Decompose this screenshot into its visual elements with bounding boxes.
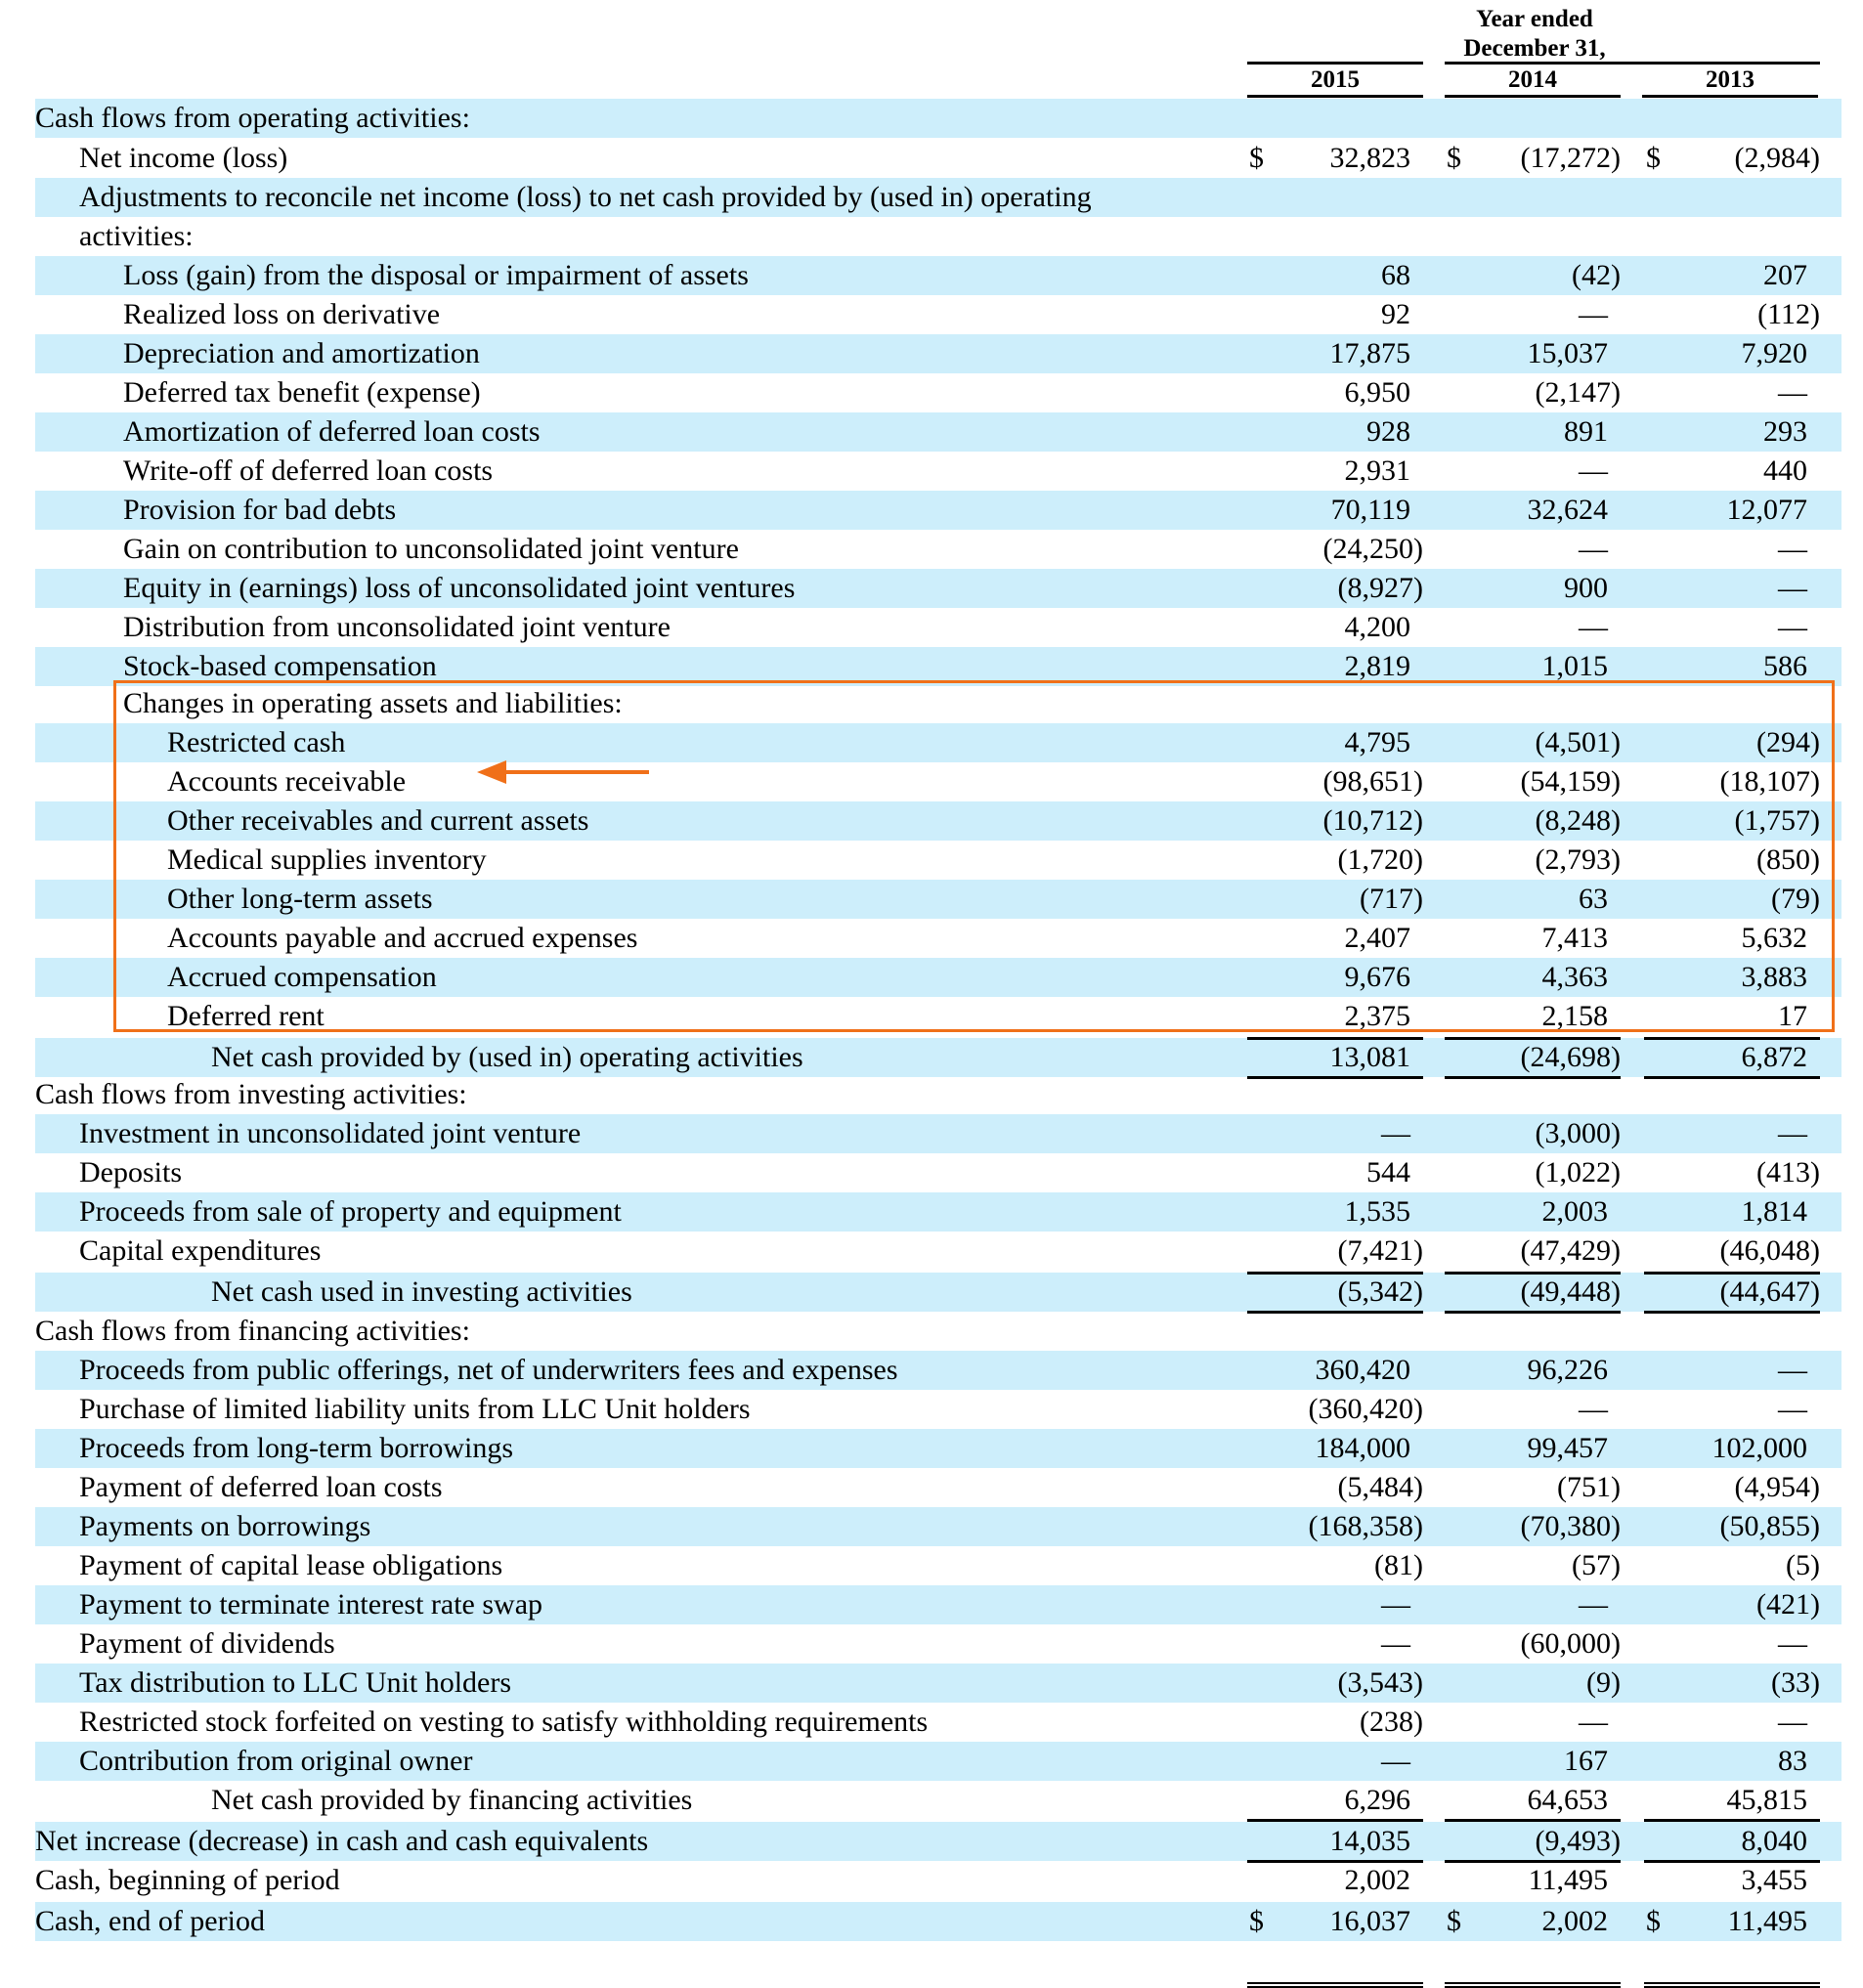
value-cell-2014: 167 — [1564, 1745, 1608, 1777]
value-cell-2014 — [1445, 1312, 1608, 1351]
value-cell-2015: (238) — [1360, 1706, 1423, 1738]
table-row — [35, 295, 1841, 334]
value-cell-2013: (421) — [1756, 1588, 1820, 1621]
value-cell-2015: 2,407 — [1344, 922, 1410, 954]
row-label: Net increase (decrease) in cash and cash equivalents — [35, 1825, 649, 1857]
value-cell-2014: 7,413 — [1541, 922, 1608, 954]
value-cell-2015: 360,420 — [1315, 1354, 1410, 1386]
total-rule — [1445, 1272, 1621, 1275]
value-cell-2013: (4,954) — [1734, 1471, 1820, 1503]
value-cell-2013: — — [1778, 1627, 1807, 1660]
table-row — [35, 1114, 1841, 1153]
value-cell-2014: (24,698) — [1520, 1041, 1621, 1073]
table-row — [35, 452, 1841, 491]
table-row — [35, 1232, 1841, 1271]
value-cell-2014: (2,793) — [1535, 843, 1621, 876]
value-cell-2014: (70,380) — [1520, 1510, 1621, 1542]
total-rule — [1644, 1819, 1820, 1822]
row-label: Cash flows from financing activities: — [35, 1315, 470, 1347]
total-rule — [1247, 1982, 1423, 1984]
value-cell-2015 — [1247, 1075, 1410, 1114]
value-cell-2013 — [1644, 1312, 1807, 1351]
value-cell-2013: (50,855) — [1719, 1510, 1820, 1542]
row-label: Proceeds from sale of property and equipment — [79, 1195, 622, 1228]
row-label: Investment in unconsolidated joint venture — [79, 1117, 582, 1149]
table-row — [35, 1507, 1841, 1546]
table-row — [35, 1703, 1841, 1742]
value-cell-2013: 83 — [1778, 1745, 1807, 1777]
year-underline-2013 — [1642, 95, 1818, 98]
year-header-2014: 2014 — [1508, 66, 1557, 93]
total-rule — [1644, 1272, 1820, 1275]
table-row — [35, 178, 1841, 217]
table-row — [35, 217, 1841, 256]
value-cell-2014: — — [1579, 1393, 1608, 1425]
value-cell-2013: (850) — [1756, 843, 1820, 876]
value-cell-2015: 68 — [1381, 259, 1410, 291]
total-rule — [1644, 1076, 1820, 1079]
currency-symbol: $ — [1646, 1905, 1661, 1937]
value-cell-2013: — — [1778, 572, 1807, 604]
row-label: Net cash provided by (used in) operating activities — [211, 1041, 803, 1073]
value-cell-2015: (98,651) — [1322, 765, 1423, 798]
value-cell-2013: 1,814 — [1741, 1195, 1807, 1228]
value-cell-2014: (49,448) — [1520, 1275, 1621, 1308]
value-cell-2015: 4,200 — [1344, 611, 1410, 643]
value-cell-2014: 32,624 — [1527, 494, 1608, 526]
row-label: Cash, end of period — [35, 1905, 265, 1937]
table-row — [35, 1781, 1841, 1820]
row-label: Other long-term assets — [167, 883, 433, 915]
value-cell-2013 — [1644, 1075, 1807, 1114]
value-cell-2015: 70,119 — [1330, 494, 1410, 526]
value-cell-2015: (717) — [1360, 883, 1423, 915]
row-label: Purchase of limited liability units from LLC Unit holders — [79, 1393, 751, 1425]
value-cell-2013: (2,984) — [1734, 142, 1820, 174]
value-cell-2015: (10,712) — [1322, 804, 1423, 837]
row-label: Adjustments to reconcile net income (loss) to net cash provided by (used in) operating — [79, 181, 1092, 213]
value-cell-2014 — [1445, 217, 1608, 256]
value-cell-2015: 4,795 — [1344, 726, 1410, 758]
value-cell-2014: — — [1579, 1588, 1608, 1621]
value-cell-2015: (81) — [1374, 1549, 1423, 1581]
value-cell-2015: 1,535 — [1344, 1195, 1410, 1228]
value-cell-2013: 293 — [1763, 415, 1807, 448]
value-cell-2014: (42) — [1572, 259, 1621, 291]
value-cell-2015 — [1247, 1312, 1410, 1351]
value-cell-2015: 17,875 — [1329, 337, 1410, 369]
value-cell-2015: 2,931 — [1344, 454, 1410, 487]
value-cell-2014: (17,272) — [1520, 142, 1621, 174]
year-header-2013: 2013 — [1706, 66, 1755, 93]
table-row — [35, 1742, 1841, 1781]
total-rule — [1247, 1272, 1423, 1275]
value-cell-2013: — — [1778, 376, 1807, 409]
value-cell-2014 — [1445, 178, 1608, 217]
total-rule — [1445, 1037, 1621, 1040]
value-cell-2013: (413) — [1756, 1156, 1820, 1188]
value-cell-2015: (7,421) — [1337, 1234, 1423, 1267]
value-cell-2013: 11,495 — [1727, 1905, 1807, 1937]
value-cell-2014: (9) — [1586, 1666, 1621, 1699]
currency-symbol: $ — [1249, 142, 1264, 174]
value-cell-2014: 2,158 — [1541, 1000, 1608, 1032]
value-cell-2015: (1,720) — [1337, 843, 1423, 876]
row-label: Net income (loss) — [79, 142, 288, 174]
row-label: Loss (gain) from the disposal or impairment of assets — [123, 259, 749, 291]
value-cell-2015: — — [1381, 1117, 1410, 1149]
table-row — [35, 530, 1841, 569]
row-label: Deferred rent — [167, 1000, 325, 1032]
value-cell-2014: 2,003 — [1541, 1195, 1608, 1228]
value-cell-2013: 207 — [1763, 259, 1807, 291]
currency-symbol: $ — [1646, 142, 1661, 174]
value-cell-2015 — [1247, 99, 1410, 138]
changes-highlight-box — [113, 680, 1835, 1032]
value-cell-2015: 9,676 — [1344, 961, 1410, 993]
value-cell-2014: 4,363 — [1541, 961, 1608, 993]
value-cell-2015: (360,420) — [1308, 1393, 1423, 1425]
value-cell-2014: (54,159) — [1520, 765, 1621, 798]
row-label: Payments on borrowings — [79, 1510, 371, 1542]
value-cell-2015: (8,927) — [1337, 572, 1423, 604]
table-row — [35, 99, 1841, 138]
table-row — [35, 1075, 1841, 1114]
row-label: activities: — [79, 220, 194, 252]
table-row — [35, 491, 1841, 530]
value-cell-2015: 544 — [1366, 1156, 1410, 1188]
row-label: Deferred tax benefit (expense) — [123, 376, 481, 409]
year-header-2015: 2015 — [1311, 66, 1360, 93]
row-label: Proceeds from long-term borrowings — [79, 1432, 514, 1464]
period-header-rule — [1445, 62, 1820, 65]
value-cell-2014: (751) — [1557, 1471, 1621, 1503]
value-cell-2013: — — [1778, 1354, 1807, 1386]
table-row — [35, 1390, 1841, 1429]
value-cell-2013: 440 — [1763, 454, 1807, 487]
table-row — [35, 139, 1841, 178]
row-label: Net cash used in investing activities — [211, 1275, 632, 1308]
value-cell-2014: — — [1579, 1706, 1608, 1738]
value-cell-2013: — — [1778, 1393, 1807, 1425]
row-label: Proceeds from public offerings, net of underwriters fees and expenses — [79, 1354, 898, 1386]
value-cell-2014: — — [1579, 533, 1608, 565]
value-cell-2014: 96,226 — [1527, 1354, 1608, 1386]
table-row — [35, 1429, 1841, 1468]
value-cell-2013: — — [1778, 1706, 1807, 1738]
value-cell-2013: 8,040 — [1741, 1825, 1807, 1857]
table-row — [35, 412, 1841, 452]
total-rule — [1644, 1037, 1820, 1040]
period-header-line2: December 31, — [1463, 35, 1606, 62]
value-cell-2013: (1,757) — [1734, 804, 1820, 837]
table-row — [35, 1546, 1841, 1585]
row-label: Cash flows from investing activities: — [35, 1078, 467, 1110]
value-cell-2014: (8,248) — [1535, 804, 1621, 837]
total-rule — [1445, 1311, 1621, 1314]
row-label: Accounts receivable — [167, 765, 407, 798]
table-row — [35, 1153, 1841, 1192]
value-cell-2014: (1,022) — [1535, 1156, 1621, 1188]
row-label: Realized loss on derivative — [123, 298, 441, 330]
value-cell-2015 — [1247, 217, 1410, 256]
value-cell-2014: 1,015 — [1541, 650, 1608, 682]
table-row — [35, 1038, 1841, 1077]
row-label: Restricted stock forfeited on vesting to satisfy withholding requirements — [79, 1706, 929, 1738]
currency-symbol: $ — [1447, 1905, 1461, 1937]
table-row — [35, 1822, 1841, 1861]
row-label: Payment of deferred loan costs — [79, 1471, 443, 1503]
period-header-line1: Year ended — [1476, 6, 1593, 32]
table-row — [35, 1585, 1841, 1624]
value-cell-2013: (5) — [1786, 1549, 1820, 1581]
row-label: Other receivables and current assets — [167, 804, 589, 837]
value-cell-2014: 11,495 — [1528, 1864, 1608, 1896]
value-cell-2014: 2,002 — [1541, 1905, 1608, 1937]
currency-symbol: $ — [1249, 1905, 1264, 1937]
value-cell-2014: — — [1579, 611, 1608, 643]
value-cell-2013: 102,000 — [1711, 1432, 1807, 1464]
total-rule — [1445, 1860, 1621, 1863]
value-cell-2013: — — [1778, 1117, 1807, 1149]
value-cell-2013: 7,920 — [1741, 337, 1807, 369]
row-label: Cash, beginning of period — [35, 1864, 340, 1896]
table-row — [35, 334, 1841, 373]
total-rule — [1247, 1860, 1423, 1863]
row-label: Payment of capital lease obligations — [79, 1549, 503, 1581]
row-label: Contribution from original owner — [79, 1745, 473, 1777]
value-cell-2015 — [1247, 178, 1410, 217]
value-cell-2015: — — [1381, 1588, 1410, 1621]
value-cell-2013: 3,883 — [1741, 961, 1807, 993]
value-cell-2015: 6,950 — [1344, 376, 1410, 409]
row-label: Distribution from unconsolidated joint venture — [123, 611, 671, 643]
total-rule — [1445, 1819, 1621, 1822]
row-label: Tax distribution to LLC Unit holders — [79, 1666, 512, 1699]
row-label: Net cash provided by financing activities — [211, 1784, 693, 1816]
value-cell-2015: 2,002 — [1344, 1864, 1410, 1896]
table-row — [35, 608, 1841, 647]
table-row — [35, 1273, 1841, 1312]
value-cell-2015: — — [1381, 1745, 1410, 1777]
currency-symbol: $ — [1447, 142, 1461, 174]
value-cell-2014: (57) — [1572, 1549, 1621, 1581]
value-cell-2013: — — [1778, 611, 1807, 643]
row-label: Payment to terminate interest rate swap — [79, 1588, 543, 1621]
left-arrow-icon — [477, 757, 653, 787]
row-label: Equity in (earnings) loss of unconsolidated joint ventures — [123, 572, 796, 604]
value-cell-2015: — — [1381, 1627, 1410, 1660]
table-row — [35, 373, 1841, 412]
row-label: Restricted cash — [167, 726, 346, 758]
value-cell-2013: 17 — [1778, 1000, 1807, 1032]
value-cell-2014: 99,457 — [1527, 1432, 1608, 1464]
value-cell-2014: (60,000) — [1520, 1627, 1621, 1660]
row-label: Depreciation and amortization — [123, 337, 480, 369]
value-cell-2015: (3,543) — [1337, 1666, 1423, 1699]
total-rule — [1247, 1311, 1423, 1314]
value-cell-2014: 900 — [1564, 572, 1608, 604]
total-rule — [1247, 1819, 1423, 1822]
total-rule — [1247, 1076, 1423, 1079]
row-label: Stock-based compensation — [123, 650, 437, 682]
value-cell-2013: (33) — [1771, 1666, 1820, 1699]
value-cell-2015: 16,037 — [1329, 1905, 1410, 1937]
value-cell-2013 — [1644, 99, 1807, 138]
table-row — [35, 1192, 1841, 1232]
value-cell-2013: (18,107) — [1719, 765, 1820, 798]
value-cell-2014 — [1445, 1075, 1608, 1114]
value-cell-2015: (24,250) — [1322, 533, 1423, 565]
table-row — [35, 1351, 1841, 1390]
value-cell-2014: — — [1579, 298, 1608, 330]
total-rule — [1247, 1037, 1423, 1040]
table-row — [35, 569, 1841, 608]
value-cell-2015: 184,000 — [1315, 1432, 1410, 1464]
year-underline-2014 — [1445, 95, 1621, 98]
value-cell-2014: 15,037 — [1527, 337, 1608, 369]
table-row — [35, 1861, 1841, 1900]
value-cell-2014: (9,493) — [1535, 1825, 1621, 1857]
value-cell-2015: 2,375 — [1344, 1000, 1410, 1032]
value-cell-2014: (3,000) — [1535, 1117, 1621, 1149]
value-cell-2013: (44,647) — [1719, 1275, 1820, 1308]
value-cell-2013: (79) — [1771, 883, 1820, 915]
value-cell-2015: (5,484) — [1337, 1471, 1423, 1503]
table-row — [35, 1664, 1841, 1703]
value-cell-2013: 45,815 — [1726, 1784, 1807, 1816]
row-label: Amortization of deferred loan costs — [123, 415, 541, 448]
value-cell-2014: — — [1579, 454, 1608, 487]
total-rule — [1445, 1076, 1621, 1079]
value-cell-2013: (112) — [1757, 298, 1820, 330]
row-label: Medical supplies inventory — [167, 843, 487, 876]
total-rule — [1644, 1311, 1820, 1314]
value-cell-2015: (5,342) — [1337, 1275, 1423, 1308]
value-cell-2013 — [1644, 217, 1807, 256]
value-cell-2015: 92 — [1381, 298, 1410, 330]
total-rule — [1644, 1982, 1820, 1984]
row-label: Accounts payable and accrued expenses — [167, 922, 638, 954]
value-cell-2013: 3,455 — [1741, 1864, 1807, 1896]
table-row — [35, 1902, 1841, 1941]
row-label: Payment of dividends — [79, 1627, 335, 1660]
value-cell-2015: (168,358) — [1308, 1510, 1423, 1542]
value-cell-2013: (294) — [1756, 726, 1820, 758]
table-row — [35, 256, 1841, 295]
row-label: Write-off of deferred loan costs — [123, 454, 494, 487]
table-row — [35, 1312, 1841, 1351]
value-cell-2014: (4,501) — [1535, 726, 1621, 758]
row-label: Cash flows from operating activities: — [35, 102, 470, 134]
value-cell-2014: (2,147) — [1535, 376, 1621, 409]
value-cell-2014 — [1445, 99, 1608, 138]
table-row — [35, 1624, 1841, 1664]
table-row — [35, 1468, 1841, 1507]
value-cell-2015: 32,823 — [1329, 142, 1410, 174]
row-label: Deposits — [79, 1156, 182, 1188]
value-cell-2015: 6,296 — [1344, 1784, 1410, 1816]
value-cell-2015: 13,081 — [1329, 1041, 1410, 1073]
value-cell-2014: 891 — [1564, 415, 1608, 448]
value-cell-2014: 64,653 — [1527, 1784, 1608, 1816]
value-cell-2015: 2,819 — [1344, 650, 1410, 682]
value-cell-2013: — — [1778, 533, 1807, 565]
row-label: Accrued compensation — [167, 961, 437, 993]
row-label: Gain on contribution to unconsolidated joint venture — [123, 533, 739, 565]
year-underline-2015 — [1247, 95, 1423, 98]
value-cell-2013: 5,632 — [1741, 922, 1807, 954]
value-cell-2014: 63 — [1579, 883, 1608, 915]
year-rule-2015-top — [1247, 62, 1423, 65]
value-cell-2014: (47,429) — [1520, 1234, 1621, 1267]
row-label: Provision for bad debts — [123, 494, 397, 526]
value-cell-2013: 6,872 — [1741, 1041, 1807, 1073]
total-rule — [1644, 1860, 1820, 1863]
value-cell-2013 — [1644, 178, 1807, 217]
value-cell-2013: 12,077 — [1726, 494, 1807, 526]
row-label: Capital expenditures — [79, 1234, 322, 1267]
value-cell-2015: 928 — [1366, 415, 1410, 448]
total-rule — [1445, 1982, 1621, 1984]
value-cell-2015: 14,035 — [1329, 1825, 1410, 1857]
row-label: Changes in operating assets and liabilities: — [123, 687, 623, 719]
value-cell-2013: 586 — [1763, 650, 1807, 682]
value-cell-2013: (46,048) — [1719, 1234, 1820, 1267]
